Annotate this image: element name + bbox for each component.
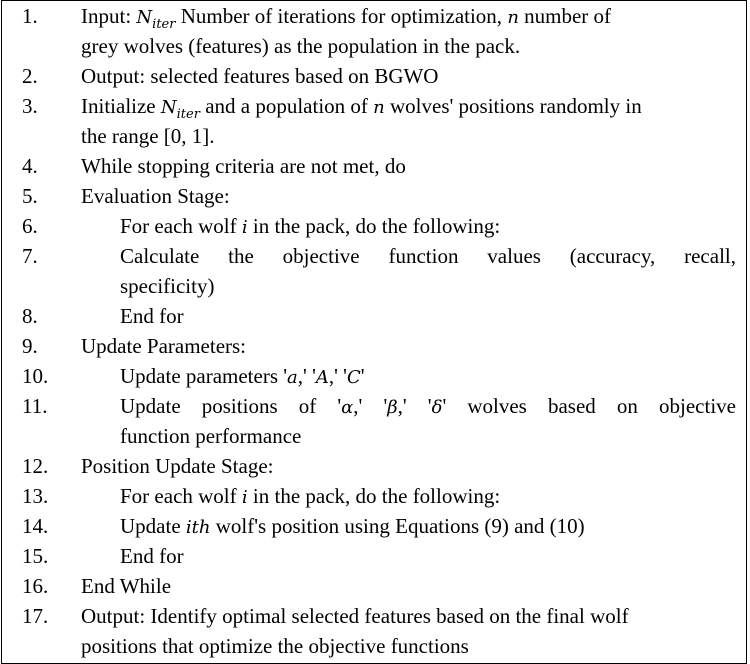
step-text: Initialize $N_{iter}$ and a population of n wolves' positions randomly in xyxy=(81,94,642,122)
step-number: 4. xyxy=(22,154,38,178)
step-number: 6. xyxy=(22,214,38,238)
step-text: Evaluation Stage: xyxy=(81,184,230,208)
step-text: End for xyxy=(120,304,184,328)
step-number: 3. xyxy=(22,94,38,118)
step-text: Update positions of 'α,' 'β,' 'δ' wolves based on objective xyxy=(120,394,736,418)
step-text: grey wolves (features) as the population in the pack. xyxy=(81,34,521,58)
step-number: 8. xyxy=(22,304,38,328)
step-text: Output: Identify optimal selected features based on the final wolf xyxy=(81,604,629,628)
step-text: Input: $N_{iter}$ Number of iterations for optimization, n number of xyxy=(81,4,612,32)
step-number: 2. xyxy=(22,64,38,88)
step-text: positions that optimize the objective functions xyxy=(81,634,469,658)
step-text: the range [0, 1]. xyxy=(81,124,215,148)
step-text: For each wolf i in the pack, do the following: xyxy=(120,214,501,238)
step-text: For each wolf i in the pack, do the following: xyxy=(120,484,501,508)
step-text: Calculate the objective function values (accuracy, recall, xyxy=(120,244,736,268)
step-number: 11. xyxy=(22,394,48,418)
step-text: Update parameters 'a,' 'A,' 'C' xyxy=(120,364,365,388)
step-number: 10. xyxy=(22,364,49,388)
step-number: 17. xyxy=(22,604,49,628)
step-text: Update Parameters: xyxy=(81,334,247,358)
step-text: Position Update Stage: xyxy=(81,454,274,478)
step-number: 12. xyxy=(22,454,49,478)
step-text: Update ith wolf's position using Equations (9) and (10) xyxy=(120,514,585,538)
step-number: 15. xyxy=(22,544,49,568)
step-number: 7. xyxy=(22,244,38,268)
step-number: 5. xyxy=(22,184,38,208)
step-text: While stopping criteria are not met, do xyxy=(81,154,406,178)
step-text: End While xyxy=(81,574,172,598)
step-number: 13. xyxy=(22,484,49,508)
step-number: 14. xyxy=(22,514,49,538)
step-text: specificity) xyxy=(120,274,215,298)
step-text: function performance xyxy=(120,424,302,448)
step-number: 16. xyxy=(22,574,49,598)
step-number: 9. xyxy=(22,334,38,358)
step-number: 1. xyxy=(22,4,38,28)
step-text: End for xyxy=(120,544,184,568)
step-text: Output: selected features based on BGWO xyxy=(81,64,439,88)
